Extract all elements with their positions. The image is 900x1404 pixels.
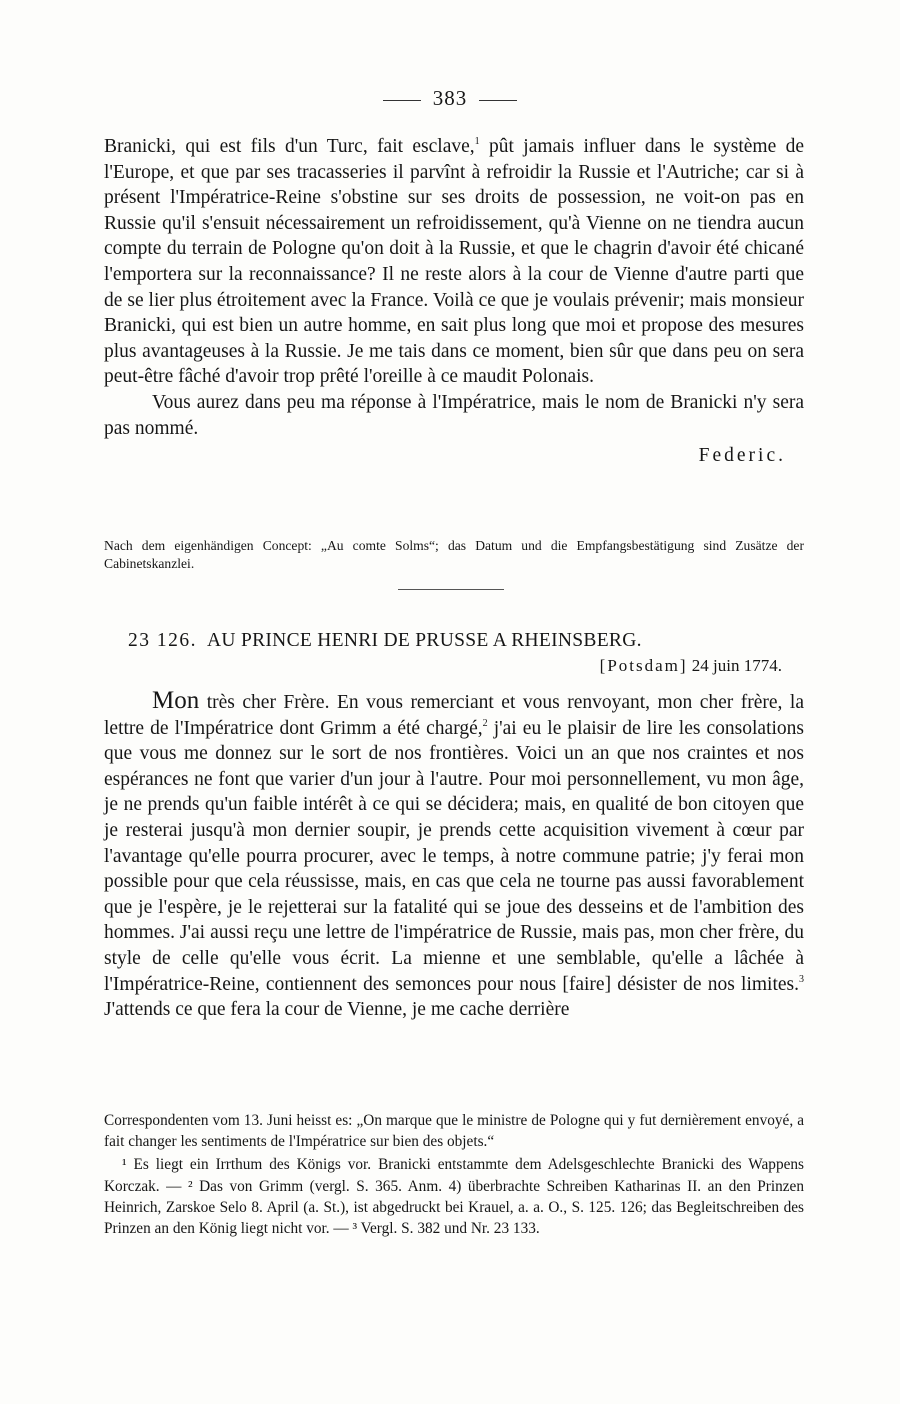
footnote-marker-1: 1 — [474, 136, 480, 147]
letter-paragraph — [104, 688, 804, 1023]
closing-text: Vous aurez dans peu ma réponse à l'Impératrice, mais le nom de Branicki n'y sera pas nommé. — [104, 391, 804, 439]
salutation-initial: Mon — [152, 687, 200, 714]
continuation-text-2: pût jamais influer dans le système de l'Europe, et que par ses tracasseries il parvînt à refroidir la Russie et l'Autriche; car si à présent l'Impératrice-Reine s'obstine sur ses droits de possession, ne voit-on pas en Russie qu'il s'ensuit nécessairement un refroidissement, qu'à Vienne on ne tiendra aucun compte du terrain de Pologne qu'on doit à la Russie, et que le chagrin d'avoir été chicané l'emportera sur la reconnaissance? Il ne reste alors à la cour de Vienne d'autre parti que de se lier plus étroitement avec la France. Voilà ce que je voulais prévenir; mais monsieur Branicki, qui est bien un autre homme, en sait plus long que moi et propose des mesures plus avantageuses à la Russie. Je me tais dans ce moment, bien sûr que dans peu on sera peut-être fâché d'avoir trop prêté l'oreille à ce maudit Polonais. — [104, 136, 804, 388]
source-note: Nach dem eigenhändigen Concept: „Au comte Solms“; das Datum und die Empfangsbestätigung sind Zusätze der Cabinetskanzlei. — [104, 538, 804, 571]
letter-number: 23 126. — [128, 630, 197, 651]
letter-dateline — [600, 656, 782, 676]
closing-paragraph — [104, 390, 804, 441]
footnote-list: ¹ Es liegt ein Irrthum des Königs vor. Branicki entstammte dem Adelsgeschlechte Branicki des Wappens Korczak. — ² Das von Grimm (vergl. S. 365. Anm. 4) überbrachte Schreiben Katharinas II. an den Prinzen Heinrich, Zarskoe Selo 8. April (a. St.), ist abgedruckt bei Krauel, a. a. O., S. 125. 126; das Begleitschreiben des Prinzen an den König liegt nicht vor. — ³ Vergl. S. 382 und Nr. 23 133. — [104, 1156, 804, 1238]
header-dash-right — [479, 100, 517, 101]
letter-heading — [128, 630, 808, 652]
letter-text-3: J'attends ce que fera la cour de Vienne, je me cache derrière — [104, 999, 570, 1021]
letter-title: AU PRINCE HENRI DE PRUSSE A RHEINSBERG. — [207, 630, 642, 651]
letter-body — [104, 688, 804, 1023]
continuation-text-1: Branicki, qui est fils d'un Turc, fait esclave, — [104, 136, 475, 157]
footnote-marker-3: 3 — [799, 973, 804, 985]
letter-date: 24 juin 1774. — [691, 656, 782, 675]
letter-place: [Potsdam] — [599, 656, 688, 675]
footnote-marker-2: 2 — [482, 717, 488, 729]
letter-text-2: j'ai eu le plaisir de lire les consolations que vous me donnez sur le sort de nos frontières. Voici un an que nos craintes et nos espérances ne font que varier d'un jour à l'autre. Pour moi personnellement, vu mon âge, je ne prends qu'un faible intérêt à ce qui se décidera; mais, en qualité de bon citoyen que je resterai jusqu'à mon dernier soupir, je prends cette acquisition vivement à cœur par l'avantage qu'elle pourra procurer, avec le temps, à notre commune patrie; j'y ferai mon possible pour que cela réussisse, mais, en cas que cela ne tourne pas aussi favorablement que je l'espère, je le rejetterai sur la fatalité qui se joue des desseins et de l'ambition des hommes. J'ai aussi reçu une lettre de l'impératrice de Russie, mais pas, mon cher frère, du style de celle qu'elle vous écrit. La mienne et une semblable, qu'elle a lâchée à l'Impératrice-Reine, contiennent des semonces pour nous [faire] désister de nos limites. — [104, 717, 805, 995]
page-number: 383 — [432, 86, 468, 110]
footnotes — [104, 1110, 804, 1239]
signature: Federic. — [698, 445, 786, 467]
continuation-paragraph — [104, 134, 804, 390]
header-dash-left — [383, 100, 421, 101]
signature-line — [104, 435, 804, 467]
page-header — [0, 86, 900, 111]
section-divider — [398, 589, 504, 590]
previous-letter-continuation — [104, 134, 804, 467]
letter-text-1: très cher Frère. En vous remerciant et vous renvoyant, mon cher frère, la lettre de l'Impératrice dont Grimm a été chargé, — [104, 692, 804, 739]
footnote-carryover: Correspondenten vom 13. Juni heisst es: „On marque que le ministre de Pologne qui y fut dernièrement envoyé, a fait changer les sentiments de l'Impératrice sur bien des objets.“ — [104, 1112, 804, 1151]
